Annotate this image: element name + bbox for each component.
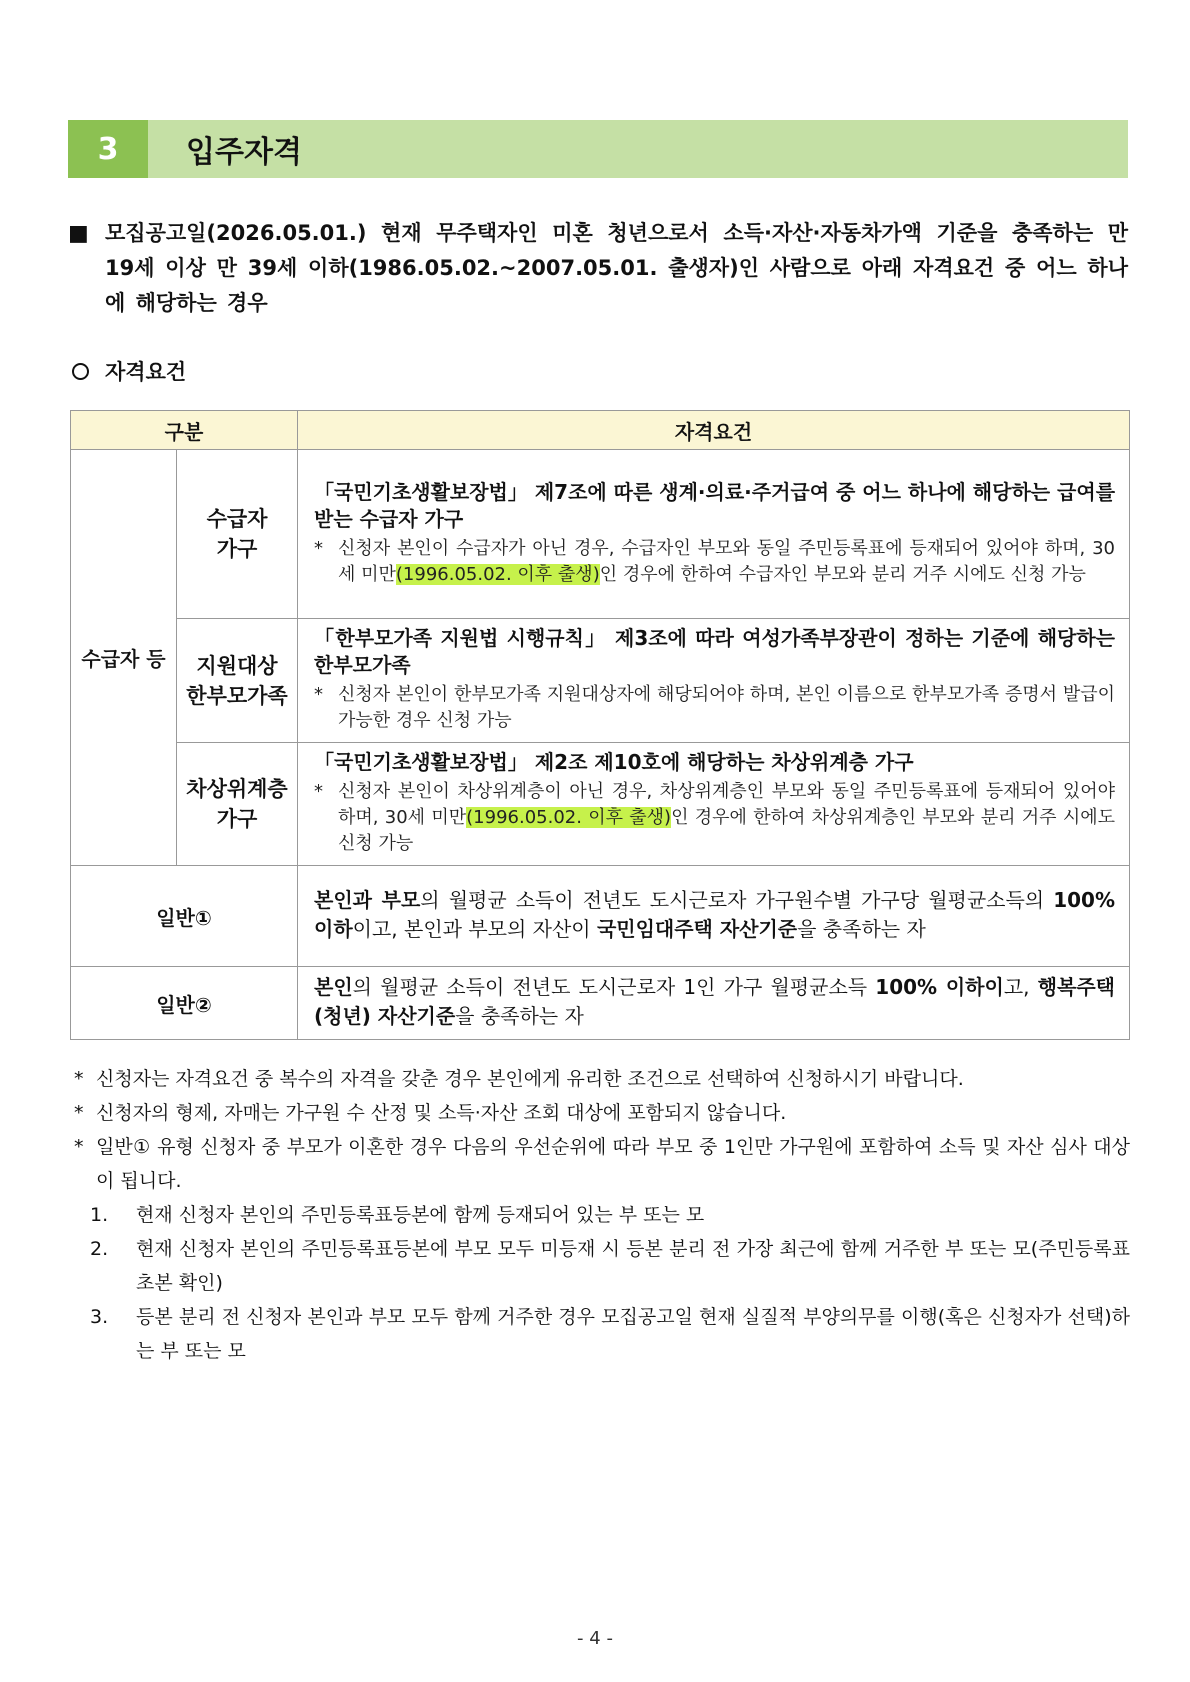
- text: 고,: [1003, 975, 1038, 999]
- priority-number: 3.: [90, 1306, 109, 1328]
- general1-label: 일반①: [71, 866, 298, 967]
- intro-paragraph: [68, 216, 1128, 321]
- text: 의 월평균 소득이 전년도 도시근로자 1인 가구 월평균소득: [352, 975, 876, 999]
- requirement-main: 「한부모가족 지원법 시행규칙」 제3조에 따라 여성가족부장관이 정하는 기준에 해당하는 한부모가족: [314, 626, 1115, 677]
- header-requirement: 자격요건: [298, 411, 1130, 450]
- bold-text: 100% 이하이: [875, 975, 1004, 999]
- row-category: [177, 450, 298, 619]
- header-category: 구분: [71, 411, 298, 450]
- highlighted-date: (1996.05.02. 이후 출생): [395, 563, 600, 585]
- row-category: [177, 743, 298, 866]
- priority-text: 등본 분리 전 신청자 본인과 부모 모두 함께 거주한 경우 모집공고일 현재 실질적 부양의무를 이행(혹은 신청자가 선택)하는 부 또는 모: [136, 1306, 1130, 1362]
- priority-number: 1.: [90, 1204, 109, 1226]
- priority-item: [90, 1198, 1130, 1232]
- asterisk: *: [314, 684, 323, 705]
- row-category-text: 수급자 가구: [206, 507, 268, 561]
- general2-content: [298, 967, 1130, 1040]
- requirement-note: [314, 682, 1115, 734]
- note-text: 신청자 본인이 한부모가족 지원대상자에 해당되어야 하며, 본인 이름으로 한부모가족 증명서 발급이 가능한 경우 신청 가능: [338, 684, 1115, 731]
- note-text: 신청자 본인이 차상위계층이 아닌 경우, 차상위계층인 부모와 동일 주민등록표에 등재되어 있어야 하며, 30세 미만: [338, 781, 1115, 828]
- priority-item: [90, 1300, 1130, 1368]
- section-number: 3: [68, 120, 148, 178]
- highlighted-date: (1996.05.02. 이후 출생): [466, 807, 672, 828]
- note-text: 신청자 본인이 수급자가 아닌 경우, 수급자인 부모와 동일 주민등록표에 등재되어 있어야 하며, 30세 미만: [338, 537, 1115, 585]
- square-bullet-icon: ■: [68, 221, 89, 246]
- general2-label: 일반②: [71, 967, 298, 1040]
- table-row: [71, 450, 1130, 619]
- bold-text: 행복주택(청년) 자산기준: [314, 975, 1115, 1028]
- priority-text: 현재 신청자 본인의 주민등록표등본에 함께 등재되어 있는 부 또는 모: [136, 1204, 705, 1226]
- asterisk: *: [74, 1102, 84, 1124]
- requirement-note: [314, 536, 1115, 588]
- asterisk: *: [314, 781, 323, 802]
- table-row: [71, 967, 1130, 1040]
- requirement-note: [314, 779, 1115, 857]
- footnote-text: 신청자의 형제, 자매는 가구원 수 산정 및 소득·자산 조회 대상에 포함되지 않습니다.: [96, 1102, 787, 1124]
- general2-text: [314, 973, 1115, 1031]
- footnote: [74, 1062, 1130, 1096]
- footnote-text: 일반① 유형 신청자 중 부모가 이혼한 경우 다음의 우선순위에 따라 부모 중 1인만 가구원에 포함하여 소득 및 자산 심사 대상이 됩니다.: [96, 1136, 1130, 1192]
- intro-text: 모집공고일(2026.05.01.) 현재 무주택자인 미혼 청년으로서 소득·자산·자동차가액 기준을 충족하는 만 19세 이상 만 39세 이하(1986.05.02.~2007.05.01. 출생자)인 사람으로 아래 자격요건 중 어느 하나에 해당하는 경우: [105, 221, 1128, 315]
- general1-text: [314, 886, 1115, 944]
- page-number: - 4 -: [577, 1628, 613, 1649]
- group-label: 수급자 등: [71, 450, 177, 866]
- requirement-main: 「국민기초생활보장법」 제7조에 따른 생계·의료·주거급여 중 어느 하나에 해당하는 급여를 받는 수급자 가구: [314, 479, 1116, 531]
- row-content: [298, 450, 1130, 619]
- table-row: [71, 866, 1130, 967]
- bold-text: 국민임대주택 자산기준: [596, 917, 798, 941]
- requirement-main: 「국민기초생활보장법」 제2조 제10호에 해당하는 차상위계층 가구: [314, 750, 914, 774]
- row-content: [298, 619, 1130, 743]
- section-header: [68, 120, 1128, 178]
- footnote: [74, 1096, 1130, 1130]
- general1-content: [298, 866, 1130, 967]
- text: 을 충족하는 자: [455, 1004, 584, 1028]
- subheading: [68, 356, 186, 386]
- text: 의 월평균 소득이 전년도 도시근로자 가구원수별 가구당 월평균소득의: [420, 888, 1054, 912]
- asterisk: *: [74, 1068, 84, 1090]
- priority-text: 현재 신청자 본인의 주민등록표등본에 부모 모두 미등재 시 등본 분리 전 가장 최근에 함께 거주한 부 또는 모(주민등록표 초본 확인): [136, 1238, 1130, 1294]
- requirements-table: [70, 410, 1130, 1040]
- asterisk: *: [314, 537, 323, 559]
- priority-number: 2.: [90, 1238, 109, 1260]
- asterisk: *: [74, 1136, 84, 1158]
- table-row: [71, 619, 1130, 743]
- table-row: [71, 743, 1130, 866]
- row-category: [177, 619, 298, 743]
- bold-text: 본인: [314, 975, 353, 999]
- footnotes: [74, 1062, 1130, 1368]
- priority-item: [90, 1232, 1130, 1300]
- section-title: 입주자격: [186, 135, 302, 170]
- table-header-row: [71, 411, 1130, 450]
- row-category-text: 차상위계층 가구: [186, 777, 288, 831]
- footnote-text: 신청자는 자격요건 중 복수의 자격을 갖춘 경우 본인에게 유리한 조건으로 선택하여 신청하시기 바랍니다.: [96, 1068, 964, 1090]
- text: 을 충족하는 자: [797, 917, 926, 941]
- bold-text: 100% 이하: [314, 888, 1115, 941]
- bold-text: 본인과 부모: [314, 888, 421, 912]
- subheading-text: 자격요건: [105, 360, 187, 384]
- text: 이고, 본인과 부모의 자산이: [352, 917, 597, 941]
- row-content: [298, 743, 1130, 866]
- footnote: [74, 1130, 1130, 1198]
- note-text: 인 경우에 한하여 수급자인 부모와 분리 거주 시에도 신청 가능: [599, 563, 1086, 585]
- circle-bullet-icon: [72, 363, 89, 380]
- row-category-text: 지원대상 한부모가족: [186, 653, 288, 708]
- note-text: 인 경우에 한하여 차상위계층인 부모와 분리 거주 시에도 신청 가능: [338, 807, 1115, 854]
